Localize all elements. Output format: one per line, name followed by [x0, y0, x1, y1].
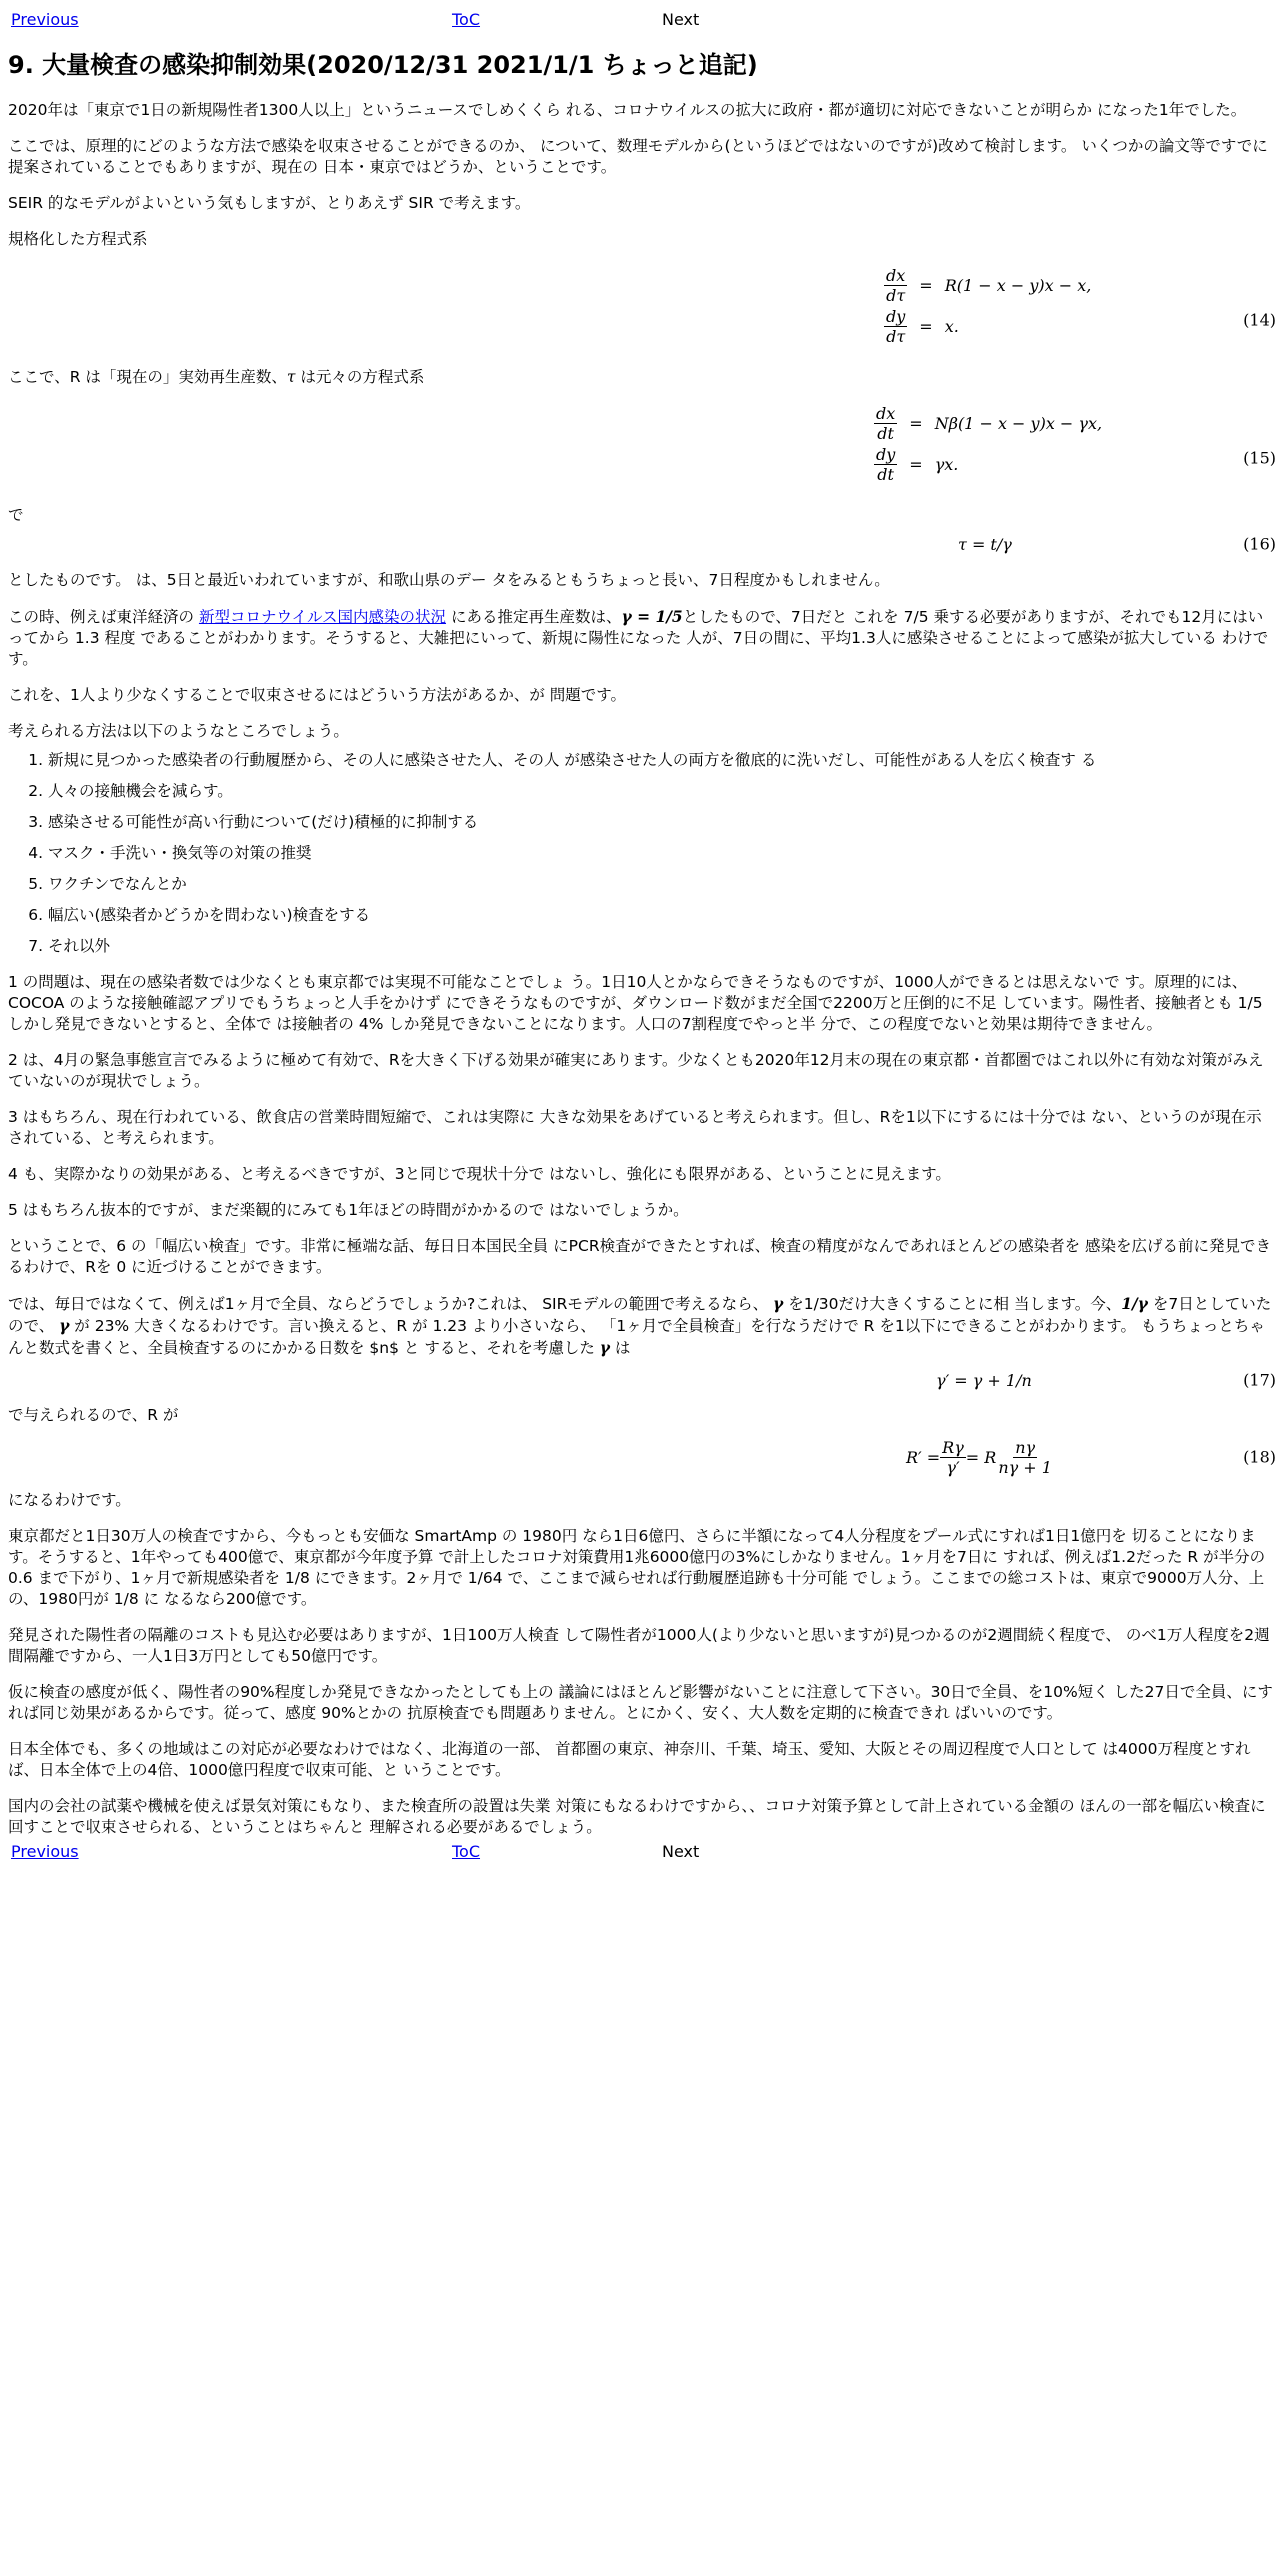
list-item: 5. ワクチンでなんとか	[48, 874, 1276, 895]
equation-17	[8, 1367, 1276, 1393]
eq15-r1-num: dx	[876, 404, 896, 423]
p8-gamma: γ = 1/5	[621, 607, 683, 626]
list-item: 2. 人々の接触機会を減らす。	[48, 781, 1276, 802]
equation-number-17: (17)	[1243, 1370, 1276, 1390]
equation-number-16: (16)	[1243, 534, 1276, 554]
p17-inv-gamma: 1/γ	[1121, 1294, 1148, 1313]
paragraph-result: になるわけです。	[8, 1491, 131, 1509]
paragraph-monthly-test	[8, 1293, 1276, 1359]
eq15-r2-eq: =	[909, 455, 923, 474]
equation-number-18: (18)	[1243, 1447, 1276, 1467]
paragraph-method-5: 5 はもちろん抜本的ですが、まだ楽観的にみても1年ほどの時間がかかるので はないでしょうか。	[8, 1201, 689, 1219]
equation-18	[8, 1434, 1276, 1480]
next-label: Next	[662, 10, 700, 29]
paragraph-japan: 日本全体でも、多くの地域はこの対応が必要なわけではなく、北海道の一部、 首都圏の東京、神奈川、千葉、埼玉、愛知、大阪とその周辺程度で人口として は4000万程度とすれば、日本全体で上の4倍、1000億円程度で収束可能、と いうことです。	[8, 1740, 1251, 1779]
paragraph-method-6: ということで、6 の「幅広い検査」です。非常に極端な話、毎日日本国民全員 にPCR検査ができたとすれば、検査の精度がなんであれほとんどの感染者を 感染を広げる前に発見できるわけで、Rを 0 に近づけることができます。	[8, 1237, 1272, 1276]
eq15-r2-rhs: γx.	[934, 455, 959, 474]
previous-link[interactable]: Previous	[11, 10, 79, 29]
toc-link[interactable]: ToC	[452, 10, 481, 29]
eq14-r1-den: dτ	[886, 286, 906, 305]
covid-status-link[interactable]: 新型コロナウイルス国内感染の状況	[198, 608, 447, 626]
list-item: 1. 新規に見つかった感染者の行動履歴から、その人に感染させた人、その人 が感染させた人の両方を徹底的に洗いだし、可能性がある人を広く検査す る	[48, 750, 1276, 771]
p5-text-b: は元々の方程式系	[295, 368, 425, 386]
p17-text-b: を1/30だけ大きくすることに相 当します。今、	[783, 1295, 1122, 1313]
top-nav	[8, 8, 1276, 30]
eq17-expr: γ′ = γ + 1/n	[936, 1371, 1032, 1390]
list-item: 3. 感染させる可能性が高い行動について(だけ)積極的に抑制する	[48, 812, 1276, 833]
paragraph-conclusion: 国内の会社の試薬や機械を使えば景気対策にもなり、また検査所の設置は失業 対策にもなるわけですから、、コロナ対策予算として計上されている金額の ほんの一部を幅広い検査に回すことで収束させられる、ということはちゃんと 理解される必要があるでしょう。	[8, 1797, 1266, 1836]
previous-link-bottom[interactable]: Previous	[11, 1842, 79, 1861]
paragraph-toyokeizai	[8, 606, 1276, 670]
paragraph-r-given: で与えられるので、R が	[8, 1406, 179, 1424]
eq18-lhs: R′ =	[906, 1447, 941, 1467]
paragraph-problem: これを、1人より少なくすることで収束させるにはどういう方法があるか、が 問題です。	[8, 686, 627, 704]
eq14-r2-den: dτ	[886, 327, 906, 346]
equation-15	[8, 403, 1276, 491]
paragraph-de: で	[8, 506, 24, 524]
equation-14	[8, 265, 1276, 353]
p17-text-a: では、毎日ではなくて、例えば1ヶ月で全員、ならどうでしょうか?これは、 SIRモデルの範囲で考えるなら、	[8, 1295, 774, 1313]
paragraph-sensitivity: 仮に検査の感度が低く、陽性者の90%程度しか発見できなかったとしても上の 議論にはほとんど影響がないことに注意して下さい。30日で全員、を10%短く した27日で全員、にすれば同じ効果があるからです。従って、感度 90%とかの 抗原検査でも問題ありません。とにかく、安く、大人数を定期的に検査できれ ばいいのです。	[8, 1683, 1273, 1722]
eq15-r1-eq: =	[909, 414, 923, 433]
paragraph-method-2: 2 は、4月の緊急事態宣言でみるように極めて有効で、Rを大きく下げる効果が確実にあります。少なくとも2020年12月末の現在の東京都・首都圏ではこれ以外に有効な対策がみえていないのが現状でしょう。	[8, 1051, 1264, 1090]
eq18-mid: = R	[965, 1447, 997, 1467]
p17-text-e: は	[610, 1339, 631, 1357]
eq15-r2-den: dt	[877, 465, 894, 484]
list-item: 6. 幅広い(感染者かどうかを問わない)検査をする	[48, 905, 1276, 926]
paragraph-isolation-cost: 発見された陽性者の隔離のコストも見込む必要はありますが、1日100万人検査 して陽性者が1000人(より少ないと思いますが)見つかるのが2週間続く程度で、 のべ1万人程度を2週間隔離ですから、一人1日3万円としても50億円です。	[8, 1626, 1270, 1665]
eq18-f1-num: Rγ	[942, 1437, 964, 1457]
paragraph-model: SEIR 的なモデルがよいという気もしますが、とりあえず SIR で考えます。	[8, 194, 531, 212]
eq18-f2-den: nγ + 1	[998, 1457, 1052, 1477]
p17-gamma-1: γ	[773, 1294, 784, 1313]
eq14-r1-rhs: R(1 − x − y)x − x,	[944, 276, 1092, 295]
page-title: 9. 大量検査の感染抑制効果(2020/12/31 2021/1/1 ちょっと追記)	[8, 51, 758, 79]
list-item: 4. マスク・手洗い・換気等の対策の推奨	[48, 843, 1276, 864]
eq16-expr: τ = t/γ	[958, 535, 1012, 554]
paragraph-method-4: 4 も、実際かなりの効果がある、と考えるべきですが、3と同じで現状十分で はないし、強化にも限界がある、ということに見えます。	[8, 1165, 951, 1183]
eq14-r2-eq: =	[919, 317, 933, 336]
toc-link-bottom[interactable]: ToC	[452, 1842, 481, 1861]
eq18-f1-den: γ′	[946, 1457, 960, 1477]
paragraph-method-3: 3 はもちろん、現在行われている、飲食店の営業時間短縮で、これは実際に 大きな効果をあげていると考えられます。但し、Rを1以下にするには十分では ない、というのが現在示されている、と考えられます。	[8, 1108, 1262, 1147]
page	[0, 8, 1284, 1862]
paragraph-methods: 考えられる方法は以下のようなところでしょう。	[8, 722, 349, 740]
equation-16	[8, 532, 1276, 556]
eq15-r1-den: dt	[877, 424, 894, 443]
p5-tau: τ	[286, 368, 296, 386]
p17-gamma-3: γ	[59, 1316, 70, 1335]
paragraph-method-1: 1 の問題は、現在の感染者数では少なくとも東京都では実現不可能なことでしょ う。1日10人とかならできそうなものですが、1000人ができるとは思えないで す。原理的には、COCOA のような接触確認アプリでもうちょっと人手をかけず にできそうなものですが、ダウンロード数がまだ全国で2200万と圧倒的に不足 しています。陽性者、接触者とも 1/5 しかし発見できないとすると、全体で は接触者の 4% しか発見できないことになります。人口の7割程度でやっと半 分で、この程度でないと効果は期待できません。	[8, 973, 1263, 1033]
paragraph-intro: 2020年は「東京で1日の新規陽性者1300人以上」というニュースでしめくくら れる、コロナウイルスの拡大に政府・都が適切に対応できないことが明らか になった1年でした。	[8, 101, 1247, 119]
next-label-bottom: Next	[662, 1842, 700, 1861]
paragraph-normalized: 規格化した方程式系	[8, 230, 148, 248]
p17-text-c: を7日としていたので、	[8, 1295, 1272, 1335]
p17-text-d: が 23% 大きくなるわけです。言い換えると、R が 1.23 より小さいなら、 「1ヶ月で全員検査」を行なうだけで R を1以下にできることがわかります。 もうちょっとちゃんと数式を書くと、全員検査するのにかかる日数を $n$ と すると、それを考慮した	[8, 1317, 1265, 1357]
p17-gamma-4: γ	[599, 1338, 610, 1357]
p8-text-b: にある推定再生産数は、	[446, 608, 622, 626]
p5-text-a: ここで、R は「現在の」実効再生産数、	[8, 368, 287, 386]
eq14-r1-eq: =	[919, 276, 933, 295]
p8-text-a: この時、例えば東洋経済の	[8, 608, 199, 626]
equation-number-14: (14)	[1243, 310, 1276, 330]
eq18-f2-num: nγ	[1015, 1437, 1036, 1457]
eq15-r1-rhs: Nβ(1 − x − y)x − γx,	[934, 414, 1103, 433]
paragraph-purpose: ここでは、原理的にどのような方法で感染を収束させることができるのか、 について、数理モデルから(というほどではないのですが)改めて検討します。 いくつかの論文等ですでに提案されていることでもありますが、現在の 日本・東京ではどうか、ということです。	[8, 137, 1268, 176]
eq15-r2-num: dy	[876, 445, 896, 464]
list-item: 7. それ以外	[48, 936, 1276, 957]
p8-text-c: としたもので、7日だと これを 7/5 乗する必要がありますが、それでも12月にはいってから 1.3 程度 であることがわかります。そうすると、大雑把にいって、新規に陽性になった 人が、7日の間に、平均1.3人に感染させることによって感染が拡大している わけです。	[8, 608, 1269, 668]
eq14-r1-num: dx	[886, 266, 906, 285]
methods-list	[8, 750, 1276, 957]
paragraph-days: としたものです。 は、5日と最近いわれていますが、和歌山県のデー タをみるともうちょっと長い、7日程度かもしれません。	[8, 571, 890, 589]
equation-number-15: (15)	[1243, 448, 1276, 468]
paragraph-cost-tokyo: 東京都だと1日30万人の検査ですから、今もっとも安価な SmartAmp の 1980円 なら1日6億円、さらに半額になって4人分程度をプール式にすれば1日1億円を 切ることになります。そうすると、1年やっても400億で、東京都が今年度予算 で計上したコロナ対策費用1兆6000億円の3%にしかなりません。1ヶ月を7日に すれば、例えば1.2だった R が半分の 0.6 まで下がり、1ヶ月で新規感染者を 1/8 にできます。2ヶ月で 1/64 で、ここまで減らせれば行動履歴追跡も十分可能 でしょう。ここまでの総コストは、東京で9000万人分、上の、1980円が 1/8 に なるなら200億です。	[8, 1527, 1266, 1608]
bottom-nav	[8, 1840, 1276, 1862]
paragraph-where	[8, 367, 1276, 388]
eq14-r2-num: dy	[886, 307, 906, 326]
eq14-r2-rhs: x.	[944, 317, 959, 336]
